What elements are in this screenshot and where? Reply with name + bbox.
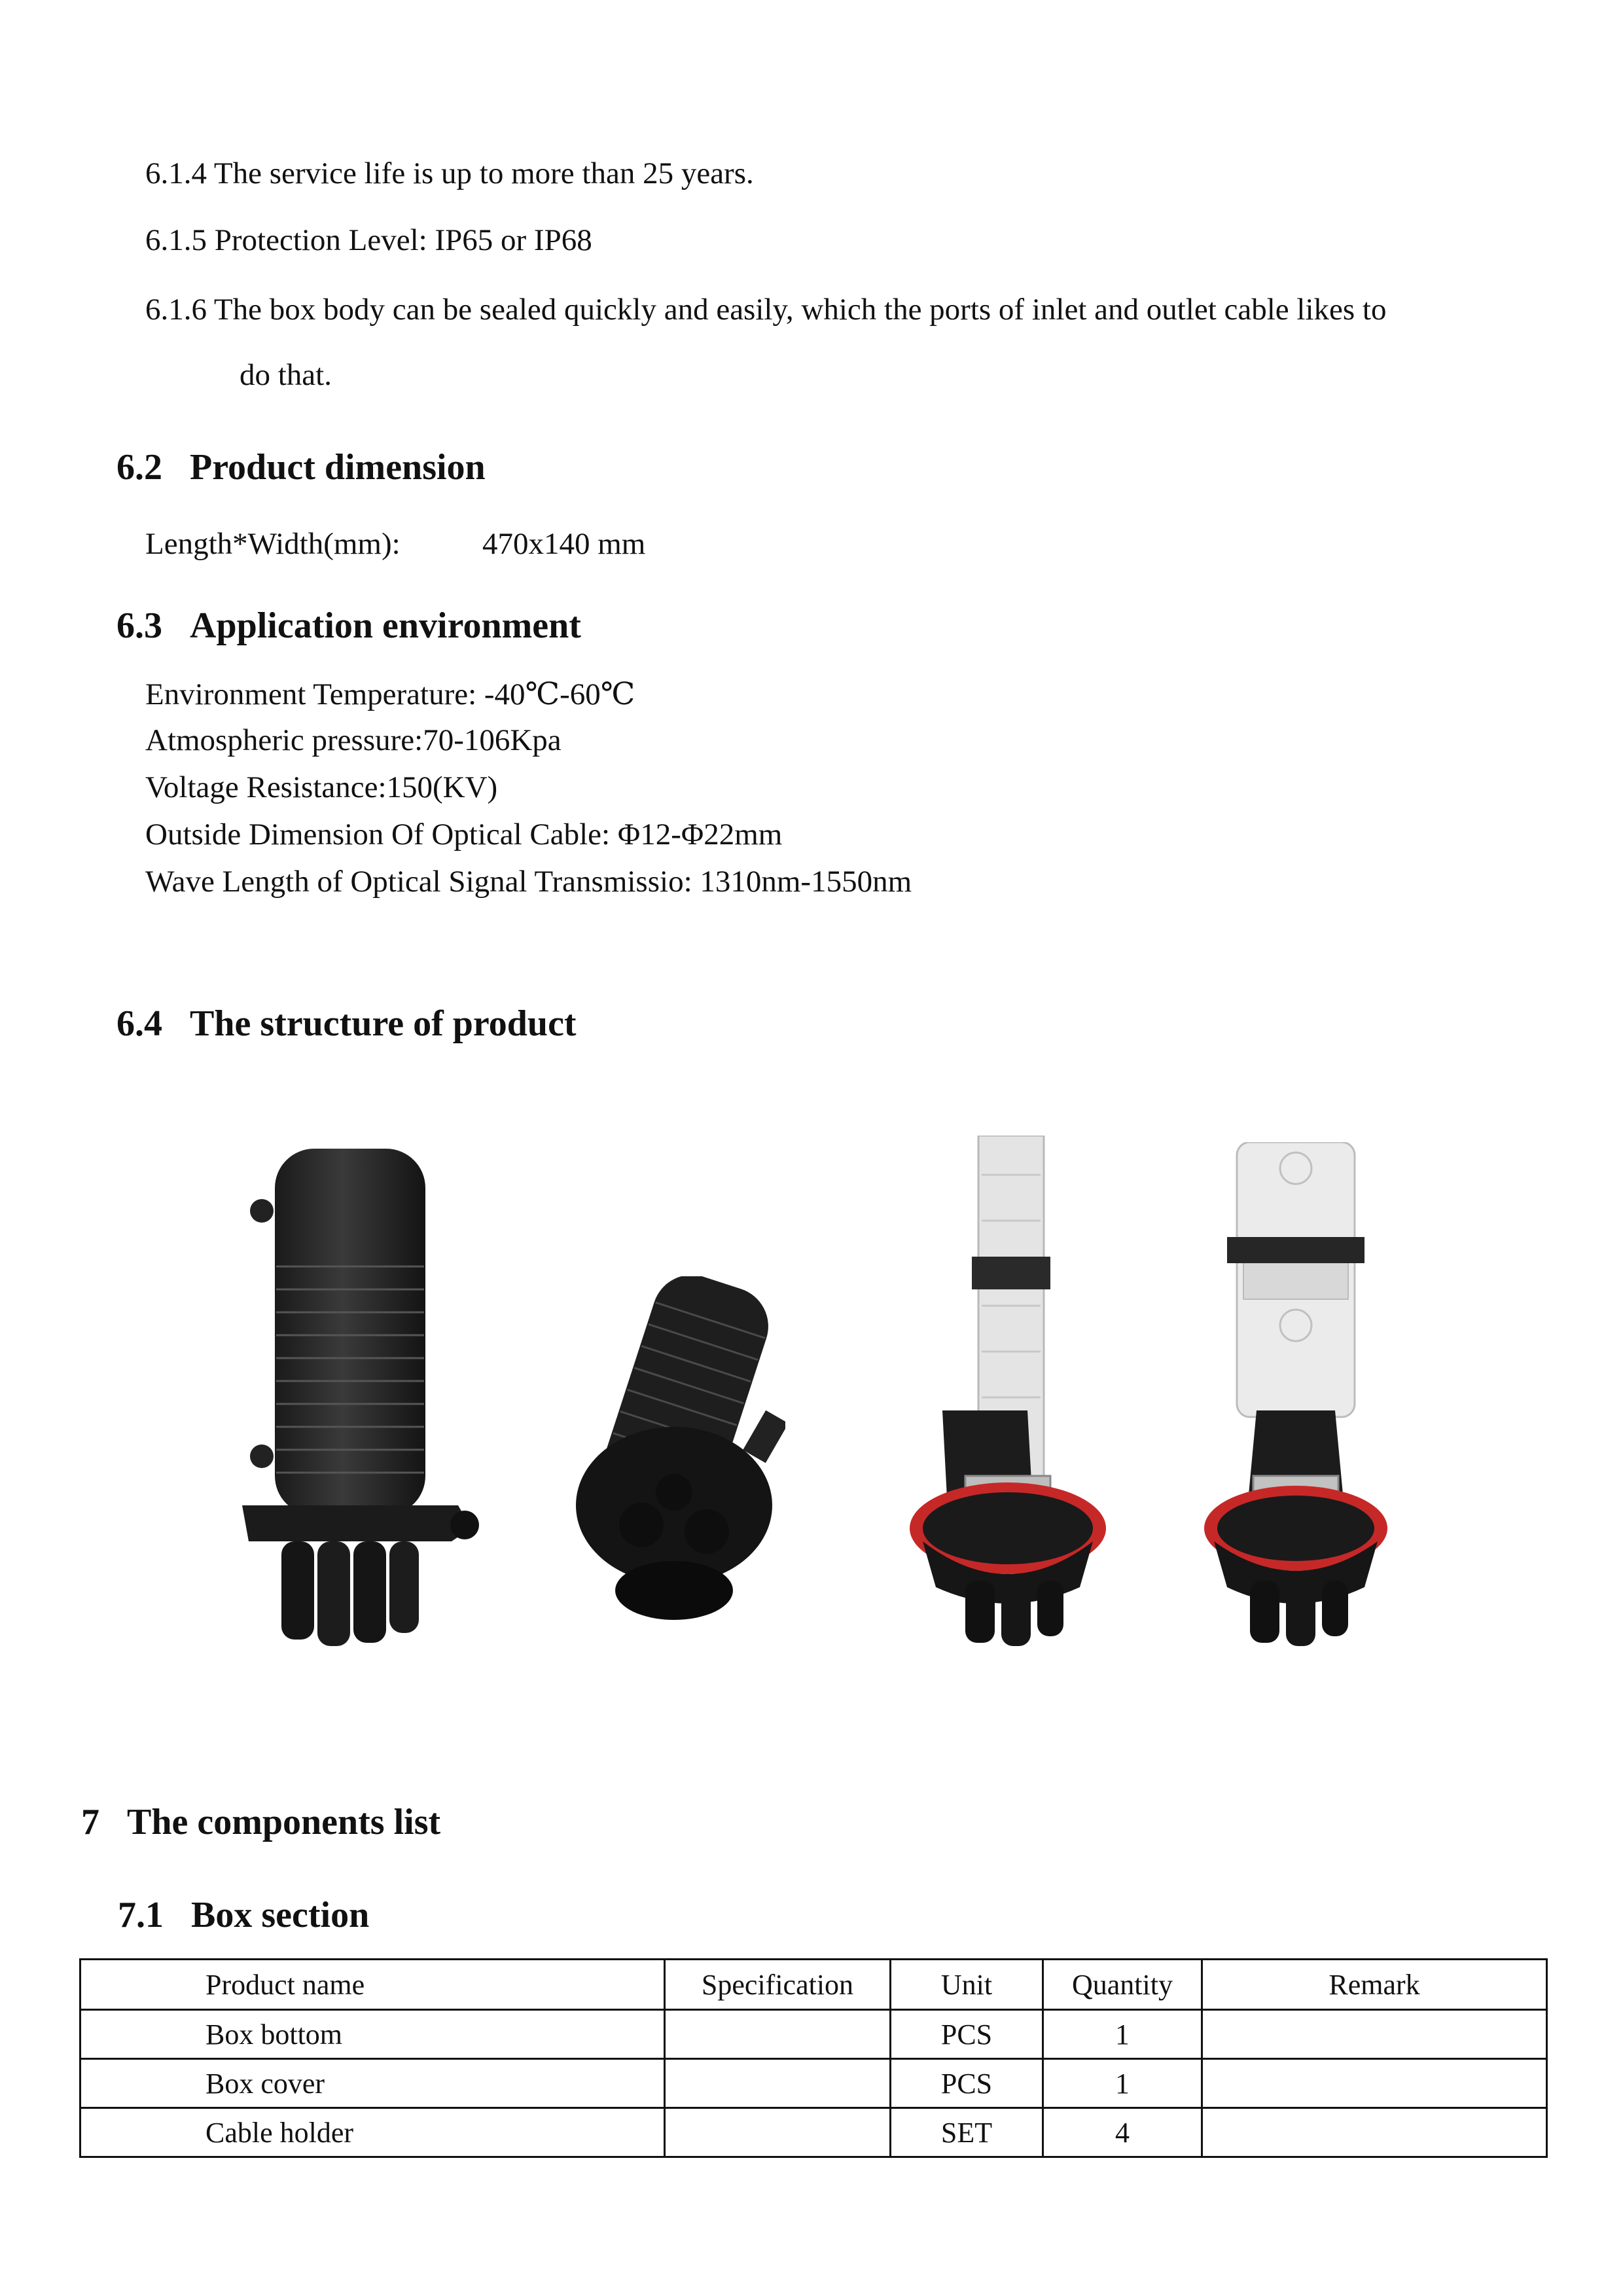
components-table [79, 1958, 1548, 2158]
product-image-closed-closure-tilted [563, 1276, 785, 1630]
cell-quantity: 4 [1043, 2108, 1202, 2157]
environment-line-pressure: Atmospheric pressure:70-106Kpa [145, 723, 562, 757]
environment-line-wavelength: Wave Length of Optical Signal Transmissio: 1310nm-1550nm [145, 865, 912, 899]
environment-line-temperature: Environment Temperature: -40℃-60℃ [145, 677, 635, 711]
product-image-closed-closure [236, 1149, 484, 1646]
header-unit: Unit [891, 1960, 1043, 2010]
dimension-row [145, 529, 645, 560]
list-item-6-1-6-continuation: do that. [240, 358, 332, 392]
section-heading-6-3: 6.3 Application environment [116, 605, 581, 646]
table-row [80, 2108, 1547, 2157]
header-quantity: Quantity [1043, 1960, 1202, 2010]
section-heading-7-1: 7.1 Box section [118, 1895, 370, 1935]
header-specification: Specification [665, 1960, 891, 2010]
section-heading-6-4: 6.4 The structure of product [116, 1003, 577, 1044]
header-product-name: Product name [80, 1960, 665, 2010]
cell-product-name: Box bottom [80, 2010, 665, 2059]
cell-quantity: 1 [1043, 2059, 1202, 2108]
cell-remark [1202, 2108, 1547, 2157]
cell-specification [665, 2059, 891, 2108]
section-heading-6-2: 6.2 Product dimension [116, 447, 486, 488]
table-header-row [80, 1960, 1547, 2010]
section-heading-7: 7 The components list [81, 1802, 441, 1842]
product-image-open-closure-side [903, 1136, 1113, 1646]
cell-product-name: Cable holder [80, 2108, 665, 2157]
cell-specification [665, 2010, 891, 2059]
cell-unit: PCS [891, 2010, 1043, 2059]
cell-remark [1202, 2010, 1547, 2059]
table-row [80, 2010, 1547, 2059]
dimension-label: Length*Width(mm): [145, 527, 401, 561]
cell-quantity: 1 [1043, 2010, 1202, 2059]
list-item-6-1-5: 6.1.5 Protection Level: IP65 or IP68 [145, 223, 592, 257]
list-item-6-1-4: 6.1.4 The service life is up to more than 25 years. [145, 156, 754, 190]
product-image-open-closure-front [1198, 1142, 1394, 1646]
table-row [80, 2059, 1547, 2108]
cell-unit: PCS [891, 2059, 1043, 2108]
dimension-value: 470x140 mm [482, 527, 646, 561]
header-remark: Remark [1202, 1960, 1547, 2010]
cell-unit: SET [891, 2108, 1043, 2157]
environment-line-voltage: Voltage Resistance:150(KV) [145, 770, 498, 804]
cell-remark [1202, 2059, 1547, 2108]
cell-product-name: Box cover [80, 2059, 665, 2108]
cell-specification [665, 2108, 891, 2157]
list-item-6-1-6: 6.1.6 The box body can be sealed quickly and easily, which the ports of inlet and outlet cable likes to [145, 293, 1387, 327]
environment-line-cable-dimension: Outside Dimension Of Optical Cable: Φ12-Φ22mm [145, 817, 783, 852]
